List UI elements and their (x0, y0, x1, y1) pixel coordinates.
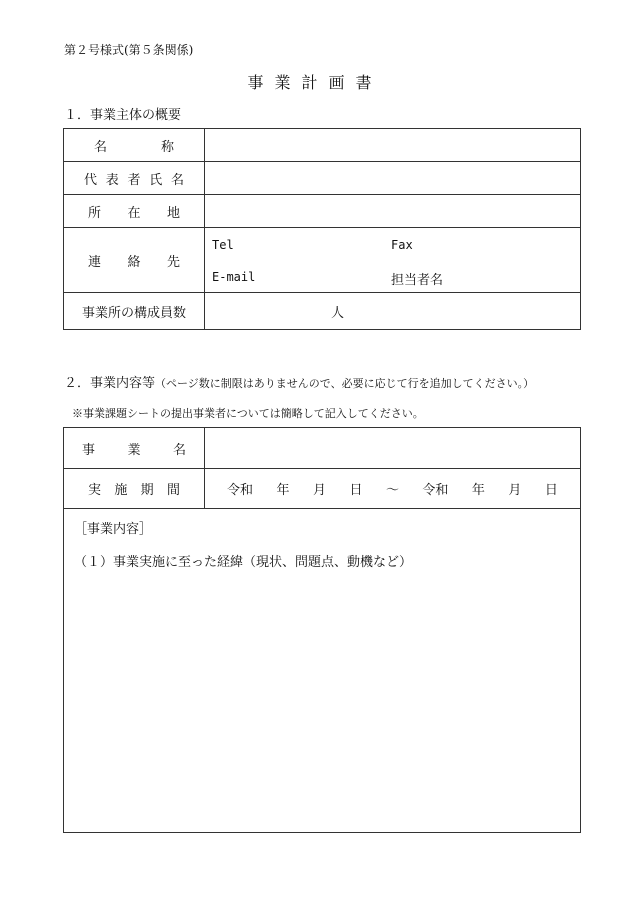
section2-sub-note: ※事業課題シートの提出事業者については簡略して記入してください。 (72, 407, 424, 420)
name-field[interactable] (205, 129, 581, 162)
label-representative-char: 名 (170, 172, 184, 188)
label-contact-char: 絡 (127, 254, 141, 270)
label-project-name-char: 事 (82, 442, 96, 458)
label-representative-char: 表 (105, 172, 119, 188)
address-field[interactable] (205, 195, 581, 228)
period-day-start: 日 (349, 483, 363, 498)
person-in-charge-label: 担当者名 (391, 273, 444, 288)
label-period (64, 469, 205, 509)
label-contact (64, 228, 205, 293)
period-year-end: 年 (471, 483, 485, 498)
period-month-start: 月 (312, 483, 326, 498)
row-contact (64, 228, 581, 293)
label-name (64, 129, 205, 162)
project-content-table (63, 427, 581, 833)
label-name-char: 称 (160, 139, 174, 155)
project-name-field[interactable] (205, 428, 581, 469)
label-contact-char: 連 (88, 254, 102, 270)
label-period-char: 実 (88, 483, 102, 498)
members-field[interactable] (205, 293, 581, 330)
row-project-name (64, 428, 581, 469)
content-label: ［事業内容］ (74, 522, 153, 537)
document-title: 事業計画書 (247, 73, 383, 92)
label-period-char: 施 (114, 483, 128, 498)
label-period-char: 間 (166, 483, 180, 498)
row-address (64, 195, 581, 228)
label-project-name (64, 428, 205, 469)
label-address-char: 地 (166, 205, 180, 221)
label-project-name-char: 名 (172, 442, 186, 458)
label-representative-char: 代 (84, 172, 98, 188)
label-members: 事業所の構成員数 (64, 293, 205, 330)
representative-field[interactable] (205, 162, 581, 195)
row-representative (64, 162, 581, 195)
content-item-1: （１）事業実施に至った経緯（現状、問題点、動機など） (74, 555, 413, 570)
members-unit: 人 (331, 305, 345, 321)
label-address (64, 195, 205, 228)
project-content-field[interactable] (64, 509, 581, 833)
period-era-start: 令和 (227, 483, 254, 498)
label-address-char: 所 (88, 205, 102, 221)
period-year-start: 年 (276, 483, 290, 498)
fax-label: Fax (391, 238, 413, 252)
label-period-char: 期 (140, 483, 154, 498)
tel-label: Tel (212, 238, 234, 252)
period-day-end: 日 (544, 483, 558, 498)
row-content (64, 509, 581, 833)
label-representative (64, 162, 205, 195)
section2-heading-note: （ページ数に制限はありませんので、必要に応じて行を追加してください。） (155, 377, 535, 390)
row-members (64, 293, 581, 330)
form-number: 第２号様式(第５条関係) (64, 43, 194, 57)
email-label: E-mail (212, 270, 256, 284)
row-period (64, 469, 581, 509)
section2-heading (64, 372, 534, 391)
section2-title: ２．事業内容等 (64, 376, 156, 391)
period-era-end: 令和 (422, 483, 449, 498)
label-representative-char: 者 (127, 172, 141, 188)
label-address-char: 在 (127, 205, 141, 221)
row-name (64, 129, 581, 162)
label-representative-char: 氏 (149, 172, 163, 188)
section1-heading: １．事業主体の概要 (64, 108, 182, 123)
period-month-end: 月 (508, 483, 522, 498)
label-project-name-char: 業 (127, 442, 141, 458)
contact-field[interactable] (205, 228, 581, 293)
period-field[interactable] (205, 469, 581, 509)
label-contact-char: 先 (166, 254, 180, 270)
organization-overview-table (63, 128, 581, 330)
period-tilde: ～ (385, 483, 399, 498)
label-name-char: 名 (94, 139, 108, 155)
